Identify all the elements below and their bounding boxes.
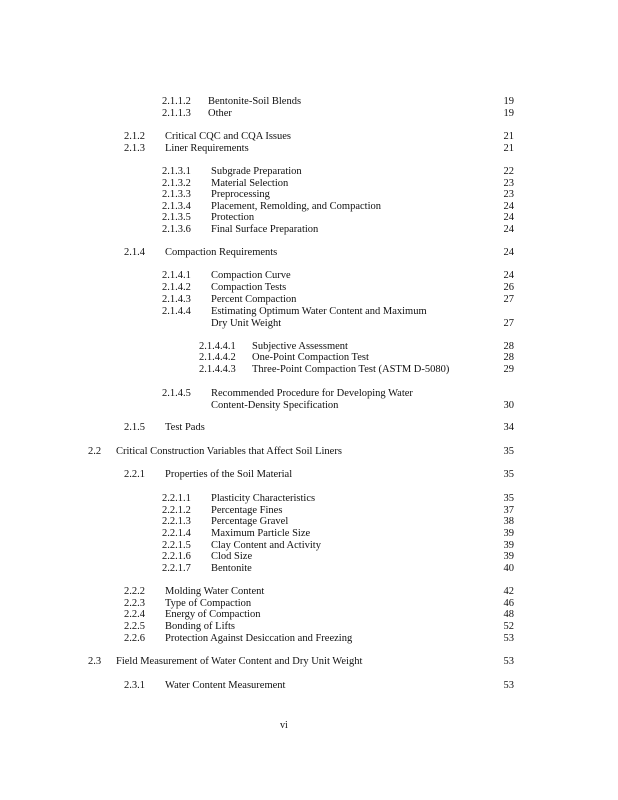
toc-page-number: 48 xyxy=(503,609,514,620)
toc-page-number: 40 xyxy=(503,563,514,574)
toc-page-number: 26 xyxy=(503,282,514,293)
toc-page-number: 27 xyxy=(503,294,514,305)
toc-page-number: 42 xyxy=(503,586,514,597)
toc-page-number: 34 xyxy=(503,422,514,433)
toc-page-number: 53 xyxy=(503,656,514,667)
toc-page-number: 53 xyxy=(503,633,514,644)
toc-page-number: 35 xyxy=(503,446,514,457)
toc-page-number: 24 xyxy=(503,224,514,235)
toc-page-number: 52 xyxy=(503,621,514,632)
toc-page-number: 39 xyxy=(503,540,514,551)
toc-page-number: 23 xyxy=(503,189,514,200)
toc-page-number: 30 xyxy=(503,400,514,411)
toc-page: 2.1.1.2 Bentonite-Soil Blends 19 2.1.1.3 Other 19 2.1.2 Critical CQC and CQA Issues 21 2.1.3 Liner Requirements 21 2.1.3.1 Subgrade Preparation 22 2.1.3.2 Material Selection 23 2.1.3.3 Preprocessing 23 2.1.3.4 Placement, Remolding, and Compaction 24 2.1.3.5 Protection 24 2.1.3.6 Final Surface Preparation 24 2.1.4 Compaction Requirements 24 2.1.4.1 Compaction Curve 24 2.1.4.2 Compaction Tests 26 2.1.4.3 Percent Compaction 27 2.1.4.4 Estimating Optimum Water Content and Maximum Dry Unit Weight 27 2.1.4.4.1 Subjective Assessment 28 2.1.4.4.2 One-Point Compaction Test 28 2.1.4.4.3 Three-Point Compaction Test (ASTM D-5080) 29 2.1.4.5 Recommended Procedure for Developing Water Content-Density Specification 30 2.1.5 Test Pads 34 2.2 Critical Construction Variables that Affect Soil Liners 35 2.2.1 Properties of the Soil Material 35 2.2.1.1 Plasticity Characteristics 35 2.2.1.2 Percentage Fines 37 2.2.1.3 Percentage Gravel 38 2.2.1.4 Maximum Particle Size 39 2.2.1.5 Clay Content and Activity 39 2.2.1.6 Clod Size 39 2.2.1.7 Bentonite 40 2.2.2 Molding Water Content 42 2.2.3 Type of Compaction 46 2.2.4 Energy of Compaction 48 2.2.5 Bonding of Lifts 52 2.2.6 Protection Against Desiccation and Freezing 53 2.3 Field Measurement of Water Content and Dry Unit Weight 53 2.3.1 Water Content Measurement 53 vi xyxy=(88,96,514,731)
toc-page-number: 46 xyxy=(503,598,514,609)
toc-page-number: 35 xyxy=(503,493,514,504)
toc-page-number: 21 xyxy=(503,143,514,154)
toc-page-number: 24 xyxy=(503,247,514,258)
page-number-footer: vi xyxy=(280,720,288,731)
toc-page-number: 35 xyxy=(503,469,514,480)
toc-page-number: 24 xyxy=(503,270,514,281)
toc-page-number: 27 xyxy=(503,318,514,329)
toc-page-number: 29 xyxy=(503,364,514,375)
toc-page-number: 22 xyxy=(503,166,514,177)
toc-page-number: 53 xyxy=(503,680,514,691)
toc-page-number: 39 xyxy=(503,551,514,562)
toc-page-number: 28 xyxy=(503,352,514,363)
toc-page-number: 19 xyxy=(503,96,514,107)
toc-page-number: 24 xyxy=(503,212,514,223)
toc-page-number: 21 xyxy=(503,131,514,142)
toc-page-number: 28 xyxy=(503,341,514,352)
toc-page-number: 37 xyxy=(503,505,514,516)
toc-page-number: 23 xyxy=(503,178,514,189)
toc-page-number: 39 xyxy=(503,528,514,539)
toc-page-number: 19 xyxy=(503,108,514,119)
toc-page-number: 24 xyxy=(503,201,514,212)
toc-page-number: 38 xyxy=(503,516,514,527)
